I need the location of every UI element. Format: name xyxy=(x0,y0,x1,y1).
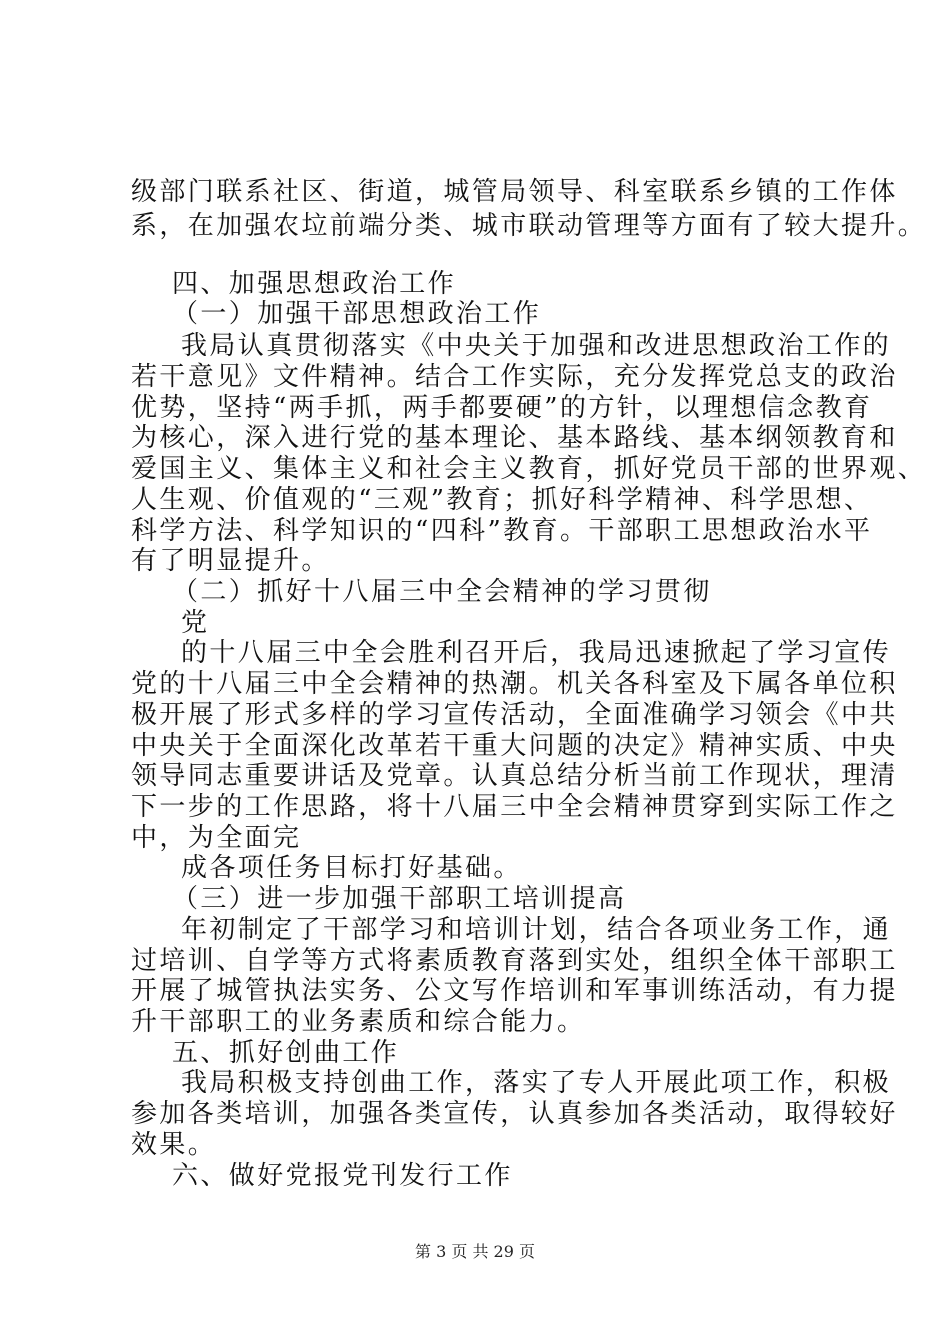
subsection-heading: （三）进一步加强干部职工培训提高 xyxy=(172,884,627,914)
text-line: 下一步的工作思路，将十八届三中全会精神贯穿到实际工作之 xyxy=(131,792,898,822)
text-line: 科学方法、科学知识的“四科”教育。干部职工思想政治水平 xyxy=(131,516,873,546)
subsection-heading: （一）加强干部思想政治工作 xyxy=(172,299,542,329)
text-line: 我局认真贯彻落实《中央关于加强和改进思想政治工作的 xyxy=(181,331,892,361)
text-line: 效果。 xyxy=(131,1130,217,1160)
text-line: 为核心，深入进行党的基本理论、基本路线、基本纲领教育和 xyxy=(131,423,898,453)
text-line: 成各项任务目标打好基础。 xyxy=(181,853,522,883)
text-line: 若干意见》文件精神。结合工作实际，充分发挥党总支的政治 xyxy=(131,362,898,392)
text-line: 极开展了形式多样的学习宣传活动，全面准确学习领会《中共 xyxy=(131,700,898,730)
text-line: 系，在加强农垃前端分类、城市联动管理等方面有了较大提升。 xyxy=(131,211,927,241)
text-line: 优势，坚持“两手抓，两手都要硬”的方针，以理想信念教育 xyxy=(131,393,873,423)
text-line: 人生观、价值观的“三观”教育；抓好科学精神、科学思想、 xyxy=(131,485,873,515)
text-line: 中，为全面完 xyxy=(131,823,302,853)
section-heading: 四、加强思想政治工作 xyxy=(172,269,457,299)
text-line: 党的十八届三中全会精神的热潮。机关各科室及下属各单位积 xyxy=(131,669,898,699)
section-heading: 五、抓好创曲工作 xyxy=(172,1038,400,1068)
text-line: 的十八届三中全会胜利召开后，我局迅速掀起了学习宣传 xyxy=(181,638,892,668)
text-line: 年初制定了干部学习和培训计划，结合各项业务工作，通 xyxy=(181,915,892,945)
page-number-footer: 第 3 页 共 29 页 xyxy=(415,1242,535,1261)
text-line: 开展了城管执法实务、公文写作培训和军事训练活动，有力提 xyxy=(131,976,898,1006)
text-line: 参加各类培训，加强各类宣传，认真参加各类活动，取得较好 xyxy=(131,1099,898,1129)
text-line: 级部门联系社区、街道，城管局领导、科室联系乡镇的工作体 xyxy=(131,177,898,207)
text-line: 我局积极支持创曲工作，落实了专人开展此项工作，积极 xyxy=(181,1068,892,1098)
text-line: 有了明显提升。 xyxy=(131,546,330,576)
text-line: 领导同志重要讲话及党章。认真总结分析当前工作现状，理清 xyxy=(131,761,898,791)
section-heading: 六、做好党报党刊发行工作 xyxy=(172,1161,513,1191)
subsection-heading: （二）抓好十八届三中全会精神的学习贯彻 xyxy=(172,577,712,607)
text-line: 升干部职工的业务素质和综合能力。 xyxy=(131,1007,586,1037)
text-line: 爱国主义、集体主义和社会主义教育，抓好党员干部的世界观、 xyxy=(131,454,927,484)
text-line: 中央关于全面深化改革若干重大问题的决定》精神实质、中央 xyxy=(131,731,898,761)
text-line: 党 xyxy=(181,608,210,638)
text-line: 过培训、自学等方式将素质教育落到实处，组织全体干部职工 xyxy=(131,946,898,976)
